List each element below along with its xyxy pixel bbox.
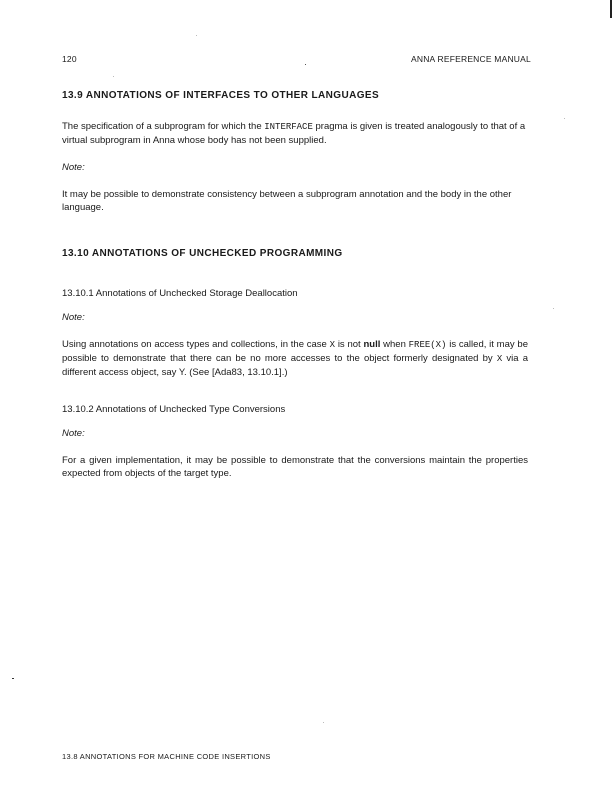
text: when (380, 339, 409, 350)
code-x: X (329, 340, 336, 350)
code-interface: INTERFACE (264, 122, 313, 132)
scan-speck (564, 118, 565, 119)
keyword-null: null (363, 339, 381, 350)
code-free-x: FREE(X) (408, 340, 447, 350)
paragraph-consistency: It may be possible to demonstrate consistency between a subprogram annotation and the body in the other language. (62, 189, 512, 213)
running-header-title: ANNA REFERENCE MANUAL (411, 54, 531, 64)
note-label: Note: (62, 428, 85, 439)
subsection-heading-13-10-2: 13.10.2 Annotations of Unchecked Type Conversions (62, 404, 286, 415)
paragraph-type-conversions: For a given implementation, it may be possible to demonstrate that the conversions maintain the properties expected from objects of the target type. (62, 455, 528, 479)
note-label: Note: (62, 312, 85, 323)
text: is called, it may be possible to demonstrate that there can be no more accesses to the object formerly designated by (62, 339, 528, 364)
scan-speck (553, 308, 554, 309)
subsection-heading-13-10-1: 13.10.1 Annotations of Unchecked Storage Deallocation (62, 288, 298, 299)
scan-speck (12, 678, 14, 679)
text: pragma is given is treated analogously to that of a virtual subprogram in Anna whose body has not been supplied. (62, 121, 526, 146)
text: is not (335, 339, 364, 350)
note-label: Note: (62, 162, 85, 173)
text: The specification of a subprogram for which the (62, 121, 265, 132)
text: Using annotations on access types and collections, in the case (62, 339, 330, 350)
section-heading-13-10: 13.10 ANNOTATIONS OF UNCHECKED PROGRAMMING (62, 248, 343, 259)
scan-speck (196, 35, 197, 36)
page-number: 120 (62, 54, 77, 64)
code-x: X (496, 354, 503, 364)
scan-speck (113, 76, 114, 77)
paragraph-storage-deallocation (62, 338, 528, 379)
scan-speck (323, 722, 324, 723)
running-footer: 13.8 ANNOTATIONS FOR MACHINE CODE INSERTIONS (62, 752, 271, 761)
scan-speck (305, 64, 306, 65)
paragraph-interface-pragma (62, 120, 528, 147)
section-heading-13-9: 13.9 ANNOTATIONS OF INTERFACES TO OTHER LANGUAGES (62, 90, 380, 101)
text: via a different access object, say Y. (See [Ada83, 13.10.1].) (62, 353, 528, 378)
